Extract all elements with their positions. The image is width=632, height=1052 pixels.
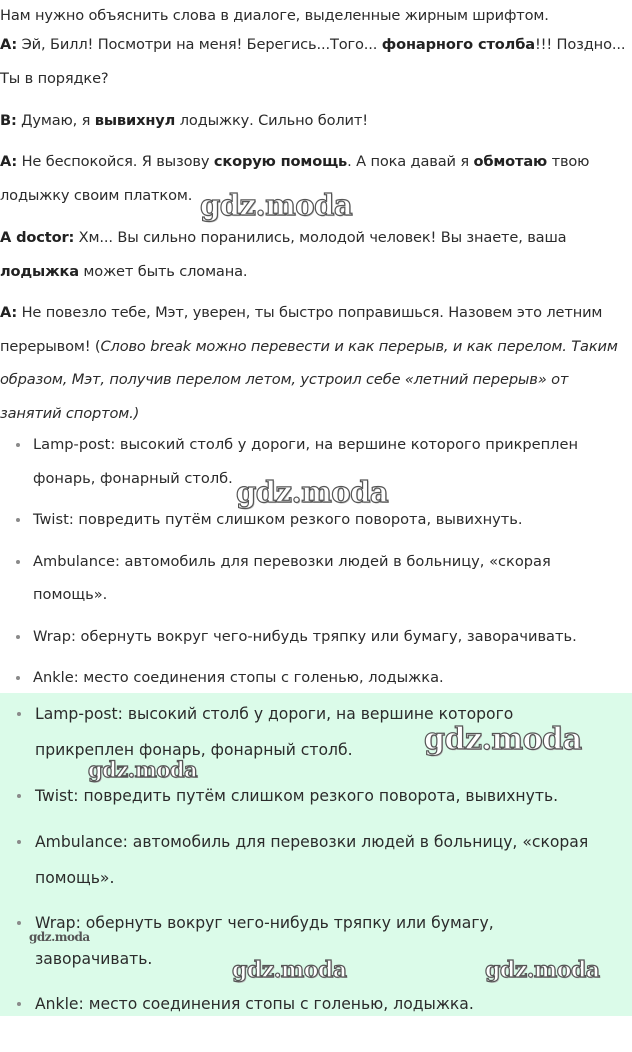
list-item: Lamp-post: высокий столб у дороги, на вершине которого прикреплен фонарь, фонарный столб. <box>0 696 615 768</box>
watermark-logo: gdz.moda <box>88 757 198 782</box>
translation-note: Слово break можно перевести и как перерыв, и как перелом. Таким образом, Мэт, получив перелом летом, устроил себе «летний перерыв» от занятий спортом.) <box>0 337 618 422</box>
list-item: Lamp-post: высокий столб у дороги, на вершине которого прикреплен фонарь, фонарный столб. <box>0 428 598 495</box>
intro-text: Нам нужно объяснить слова в диалоге, выделенные жирным шрифтом. <box>0 7 549 24</box>
keyword-lamp-post: фонарного столба <box>381 36 535 53</box>
keyword-twist: вывихнул <box>94 112 176 129</box>
dialogue-line-4: A doctor: Хм... Вы сильно поранились, молодой человек! Вы знаете, ваша лодыжка может быть сломана. <box>0 229 567 280</box>
list-item: Ankle: место соединения стопы с голенью, лодыжка. <box>0 986 615 1022</box>
watermark-logo: gdz.moda <box>236 475 389 509</box>
dialogue-line-1: A: Эй, Билл! Посмотри на меня! Берегись...Того... фонарного столба!!! Поздно... Ты в порядке? <box>0 36 626 87</box>
speaker-label: A: <box>0 36 18 53</box>
list-item: Ambulance: автомобиль для перевозки людей в больницу, «скорая помощь». <box>0 824 615 896</box>
list-item: Ankle: место соединения стопы с голенью, лодыжка. <box>0 661 598 695</box>
watermark-logo: gdz.moda <box>485 957 600 983</box>
keyword-ambulance: скорую помощь <box>213 153 348 170</box>
list-item: Ambulance: автомобиль для перевозки людей в больницу, «скорая помощь». <box>0 545 598 612</box>
speaker-label: A: <box>0 153 18 170</box>
watermark-logo: gdz.moda <box>200 188 353 222</box>
keyword-ankle: лодыжка <box>0 262 79 280</box>
list-item: Twist: повредить путём слишком резкого поворота, вывихнуть. <box>0 503 598 537</box>
dialogue-line-2: B: Думаю, я вывихнул лодыжку. Сильно болит! <box>0 112 368 129</box>
speaker-label: A doctor: <box>0 229 75 246</box>
list-item: Wrap: обернуть вокруг чего-нибудь тряпку или бумагу, заворачивать. <box>0 620 598 654</box>
keyword-wrap: обмотаю <box>473 153 548 170</box>
list-item: Twist: повредить путём слишком резкого поворота, вывихнуть. <box>0 778 615 814</box>
speaker-label: B: <box>0 112 17 129</box>
watermark-logo: gdz.moda <box>232 957 347 983</box>
watermark-logo: gdz.moda <box>29 930 90 944</box>
speaker-label: A: <box>0 304 18 321</box>
definitions-list <box>0 428 632 695</box>
watermark-logo: gdz.moda <box>424 722 582 757</box>
dialogue-line-5: A: Не повезло тебе, Мэт, уверен, ты быстро поправишься. Назовем это летним перерывом! (Слово break можно перевести и как перерыв, и как перелом. Таким образом, Мэт, получив перелом летом, устроил себе «летний перерыв» от занятий спортом.) <box>0 304 618 422</box>
list-item: Wrap: обернуть вокруг чего-нибудь тряпку или бумагу, заворачивать. <box>0 905 615 977</box>
dialogue-line-3: A: Не беспокойся. Я вызову скорую помощь. А пока давай я обмотаю твою лодыжку своим платком. <box>0 153 590 204</box>
